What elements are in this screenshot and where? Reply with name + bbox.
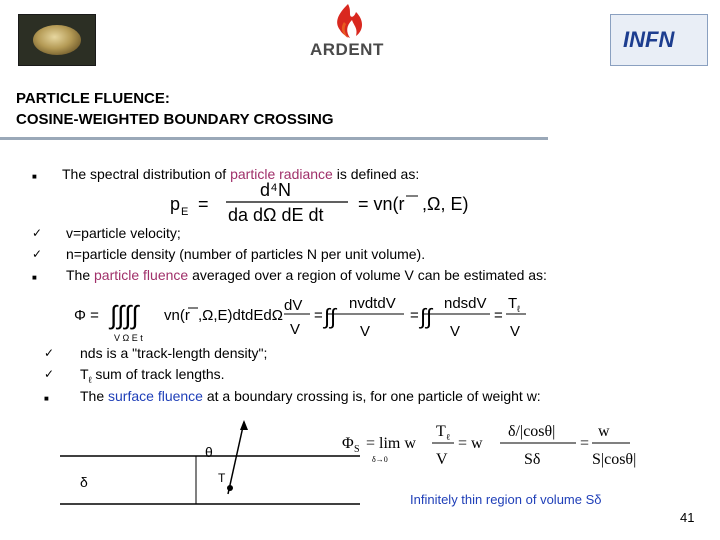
svg-text:V: V <box>510 323 521 340</box>
svg-text:=: = <box>410 307 419 324</box>
svg-text:= lim w: = lim w <box>366 435 416 452</box>
svg-text:V: V <box>450 323 461 340</box>
velocity-definition: v=particle velocity; <box>66 225 181 241</box>
svg-text:ndsdV: ndsdV <box>444 295 487 312</box>
radiance-definition-text: The spectral distribution of particle radiance is defined as: <box>62 166 420 182</box>
svg-text:nvdtdV: nvdtdV <box>349 295 396 312</box>
fluence-average-text: The particle fluence averaged over a region of volume V can be estimated as: <box>66 267 547 283</box>
svg-text:V: V <box>436 451 448 468</box>
svg-text:ℓ: ℓ <box>517 304 520 314</box>
infn-wordmark: INFN <box>623 27 675 52</box>
svg-text:=: = <box>314 307 323 324</box>
svg-text:δ→0: δ→0 <box>372 455 388 464</box>
check-icon: ✓ <box>32 247 43 261</box>
bullet-icon: ■ <box>32 273 37 282</box>
surface-fluence-text: The surface fluence at a boundary crossing is, for one particle of weight w: <box>80 388 541 404</box>
svg-text:V Ω E t: V Ω E t <box>114 333 143 343</box>
svg-text:d: d <box>260 180 271 200</box>
svg-text:E: E <box>181 206 189 218</box>
svg-text:w: w <box>598 423 610 440</box>
svg-text:= vn(r: = vn(r <box>358 194 405 214</box>
svg-text:V: V <box>290 321 301 338</box>
track-arrow <box>228 422 244 494</box>
svg-text:dV: dV <box>284 297 303 314</box>
density-definition: n=particle density (number of particles N per unit volume). <box>66 246 426 262</box>
svg-text:T: T <box>508 295 518 312</box>
svg-text:p: p <box>170 194 181 214</box>
surface-fluence-equation <box>340 416 637 472</box>
theta-label: θ <box>205 444 213 460</box>
fluence-equation <box>74 286 534 346</box>
svg-text:Φ: Φ <box>342 435 354 452</box>
university-logo <box>18 14 96 66</box>
title-divider <box>0 137 548 140</box>
boundary-crossing-diagram <box>60 420 360 510</box>
svg-text:S: S <box>354 444 360 455</box>
svg-text:,Ω,E)dtdEdΩ: ,Ω,E)dtdEdΩ <box>198 307 283 324</box>
svg-text:4: 4 <box>271 182 278 194</box>
svg-text:Φ =: Φ = <box>74 307 99 324</box>
ardent-wordmark: ARDENT <box>310 40 384 59</box>
svg-text:N: N <box>278 180 291 200</box>
svg-text:V: V <box>360 323 371 340</box>
page-title-line1: PARTICLE FLUENCE: <box>16 90 170 107</box>
svg-text:da dΩ dE dt: da dΩ dE dt <box>228 205 324 225</box>
infn-logo <box>610 14 708 66</box>
region-caption: Infinitely thin region of volume Sδ <box>410 492 602 507</box>
svg-text:δ/|cosθ|: δ/|cosθ| <box>508 423 556 440</box>
track-length-sum-text: $T_\ell$ sum of track lengths. <box>80 366 225 385</box>
check-icon: ✓ <box>44 367 55 381</box>
svg-text:vn(r: vn(r <box>164 307 190 324</box>
svg-text:∫∫: ∫∫ <box>324 304 337 329</box>
page-title-line2: COSINE-WEIGHTED BOUNDARY CROSSING <box>16 111 334 128</box>
page-number: 41 <box>680 510 695 525</box>
check-icon: ✓ <box>32 226 43 240</box>
ardent-logo <box>304 0 394 62</box>
bullet-icon: ■ <box>32 172 37 181</box>
svg-text:S|cosθ|: S|cosθ| <box>592 451 637 468</box>
track-length-density-text: nds is a "track-length density"; <box>80 345 268 361</box>
svg-text:= w: = w <box>458 435 483 452</box>
svg-text:=: = <box>580 435 590 452</box>
svg-text:,Ω, E): ,Ω, E) <box>422 194 469 214</box>
check-icon: ✓ <box>44 346 55 360</box>
svg-text:∫∫: ∫∫ <box>420 304 433 329</box>
radiance-equation <box>168 180 488 224</box>
delta-label: δ <box>80 474 88 490</box>
svg-text:T: T <box>436 423 446 440</box>
svg-text:∫∫∫∫: ∫∫∫∫ <box>110 300 139 330</box>
svg-text:Sδ: Sδ <box>524 451 541 468</box>
flame-icon <box>304 0 394 40</box>
medal-icon <box>33 25 81 55</box>
svg-text:=: = <box>494 307 503 324</box>
bullet-icon: ■ <box>44 394 49 403</box>
arrow-head-icon <box>240 420 248 430</box>
particle-dot <box>227 485 233 491</box>
svg-text:=: = <box>198 194 209 214</box>
svg-text:ℓ: ℓ <box>446 432 451 442</box>
t-label: T <box>218 471 226 485</box>
